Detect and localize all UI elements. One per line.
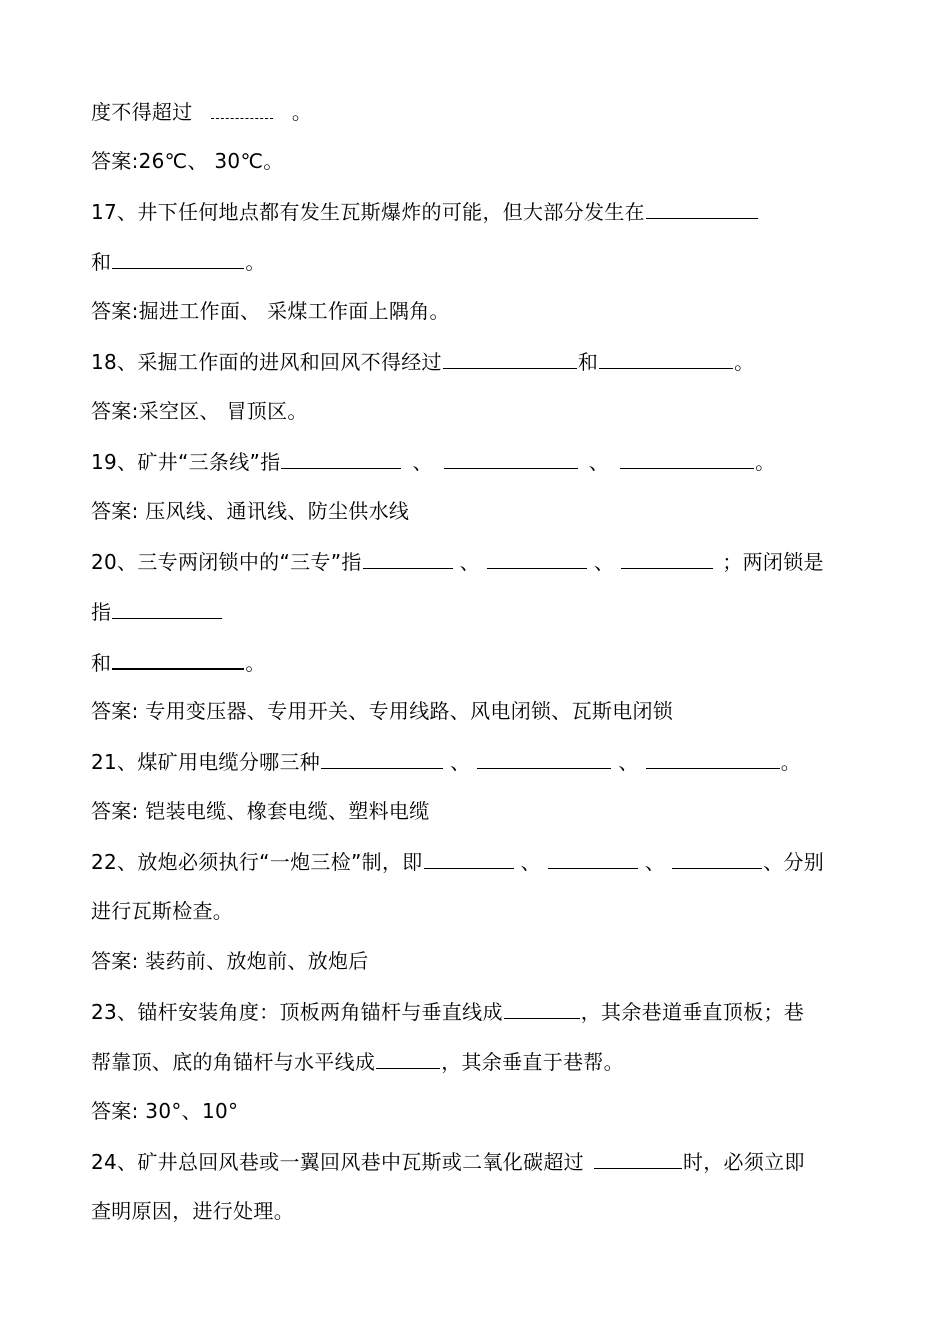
text: 。 — [780, 750, 801, 774]
answer-blank — [620, 448, 754, 469]
text: 。 — [755, 450, 776, 474]
text: 度不得超过 — [91, 100, 193, 124]
text: 22、放炮必须执行“一炮三检”制，即 — [91, 850, 423, 874]
question-23-line2 — [91, 1048, 624, 1075]
answer-blank — [504, 998, 580, 1019]
question-17 — [91, 198, 759, 225]
question-24 — [91, 1148, 805, 1175]
answer-blank — [363, 548, 453, 569]
text: 24、矿井总回风巷或一翼回风巷中瓦斯或二氧化碳超过 — [91, 1150, 584, 1174]
question-17-line2 — [91, 248, 266, 275]
text: 和 — [91, 250, 112, 274]
text: 帮靠顶、底的角锚杆与水平线成 — [91, 1050, 376, 1074]
text: 、 — [520, 850, 541, 874]
answer-blank — [211, 98, 273, 119]
text: 、 — [644, 850, 666, 874]
question-20-line2 — [91, 598, 223, 625]
text: 。 — [291, 100, 313, 124]
answer-20: 答案: 专用变压器、专用开关、专用线路、风电闭锁、瓦斯电闭锁 — [91, 699, 674, 723]
answer-blank — [487, 548, 587, 569]
text: 、 — [459, 550, 480, 574]
answer-17: 答案:掘进工作面、 采煤工作面上隅角。 — [91, 299, 450, 323]
text: 指 — [91, 600, 112, 624]
answer-22: 答案: 装药前、放炮前、放炮后 — [91, 949, 369, 973]
text: 。 — [245, 651, 266, 675]
question-22 — [91, 848, 824, 875]
question-20 — [91, 548, 824, 575]
text: 、 — [450, 750, 471, 774]
answer-blank — [646, 198, 758, 219]
text: ，其余巷道垂直顶板；巷 — [580, 1000, 805, 1024]
text: ；两闭锁是 — [722, 550, 824, 574]
answer-blank — [444, 448, 578, 469]
answer-blank — [321, 748, 443, 769]
answer-blank — [281, 448, 401, 469]
text: 19、矿井“三条线”指 — [91, 450, 281, 474]
text: ，其余垂直于巷帮。 — [441, 1050, 624, 1074]
answer-23: 答案: 30°、10° — [91, 1099, 239, 1123]
answer-blank — [424, 848, 514, 869]
text: 、 — [593, 550, 615, 574]
text: 、分别 — [763, 850, 825, 874]
answer-blank — [548, 848, 638, 869]
answer-blank — [594, 1148, 682, 1169]
question-24-line2: 查明原因，进行处理。 — [91, 1199, 294, 1223]
text: 和 — [91, 651, 112, 675]
text: 。 — [245, 250, 266, 274]
answer-blank — [477, 748, 611, 769]
question-19 — [91, 448, 775, 475]
answer-16: 答案:26℃、 30℃。 — [91, 149, 284, 173]
text: 时，必须立即 — [682, 1150, 805, 1174]
question-22-line2: 进行瓦斯检查。 — [91, 899, 234, 923]
question-21 — [91, 748, 801, 775]
answer-blank — [112, 598, 222, 619]
text: 20、三专两闭锁中的“三专”指 — [91, 550, 362, 574]
answer-blank — [112, 648, 244, 670]
text: 。 — [734, 350, 755, 374]
text: 和 — [577, 350, 599, 374]
text: 、 — [618, 750, 639, 774]
text: 23、锚杆安装角度：顶板两角锚杆与垂直线成 — [91, 1000, 503, 1024]
question-16-continuation — [91, 98, 312, 125]
text: 、 — [588, 450, 610, 474]
answer-blank — [112, 248, 244, 269]
answer-19: 答案: 压风线、通讯线、防尘供水线 — [91, 499, 410, 523]
question-20-line3 — [91, 648, 266, 676]
text: 18、采掘工作面的进风和回风不得经过 — [91, 350, 442, 374]
text: 17、井下任何地点都有发生瓦斯爆炸的可能，但大部分发生在 — [91, 200, 645, 224]
text: 21、煤矿用电缆分哪三种 — [91, 750, 321, 774]
answer-blank — [443, 348, 577, 369]
answer-blank — [672, 848, 762, 869]
answer-blank — [646, 748, 780, 769]
answer-21: 答案: 铠装电缆、橡套电缆、塑料电缆 — [91, 799, 430, 823]
text: 、 — [412, 450, 433, 474]
answer-blank — [621, 548, 713, 569]
question-18 — [91, 348, 754, 375]
answer-blank — [376, 1048, 440, 1069]
answer-blank — [599, 348, 733, 369]
question-23 — [91, 998, 804, 1025]
answer-18: 答案:采空区、 冒顶区。 — [91, 399, 308, 423]
